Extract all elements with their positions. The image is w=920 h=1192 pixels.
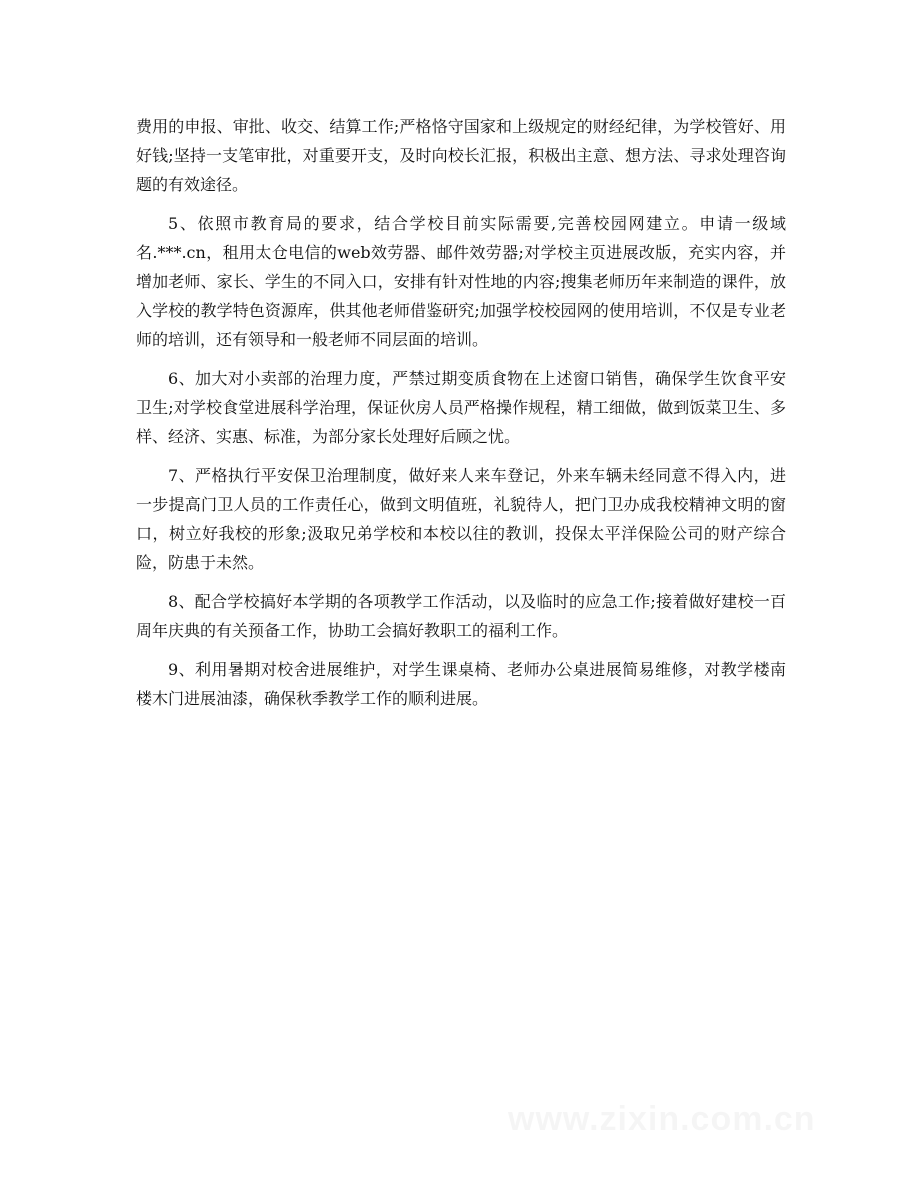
paragraph-item-6: 6、加大对小卖部的治理力度，严禁过期变质食物在上述窗口销售，确保学生饮食平安卫生;对学校食堂进展科学治理，保证伙房人员严格操作规程，精工细做，做到饭菜卫生、多样、经济、实惠、标准，为部分家长处理好后顾之忧。: [136, 369, 786, 446]
watermark: [508, 1100, 816, 1139]
paragraph-item-9: 9、利用暑期对校舍进展维护，对学生课桌椅、老师办公桌进展简易维修，对教学楼南楼木门进展油漆，确保秋季教学工作的顺利进展。: [136, 660, 786, 708]
document-body: [136, 112, 786, 723]
paragraph-item-7: 7、严格执行平安保卫治理制度，做好来人来车登记，外来车辆未经同意不得入内，进一步提高门卫人员的工作责任心，做到文明值班，礼貌待人，把门卫办成我校精神文明的窗口，树立好我校的形象;汲取兄弟学校和本校以往的教训，投保太平洋保险公司的财产综合险，防患于未然。: [136, 466, 786, 572]
paragraph-item-8: 8、配合学校搞好本学期的各项教学工作活动，以及临时的应急工作;接着做好建校一百周年庆典的有关预备工作，协助工会搞好教职工的福利工作。: [136, 592, 786, 640]
paragraph-item-5: 5、依照市教育局的要求，结合学校目前实际需要,完善校园网建立。申请一级域名.***.cn，租用太仓电信的web效劳器、邮件效劳器;对学校主页进展改版，充实内容，并增加老师、家长、学生的不同入口，安排有针对性地的内容;搜集老师历年来制造的课件，放入学校的教学特色资源库，供其他老师借鉴研究;加强学校校园网的使用培训，不仅是专业老师的培训，还有领导和一般老师不同层面的培训。: [136, 214, 786, 349]
paragraph-continuation: 费用的申报、审批、收交、结算工作;严格恪守国家和上级规定的财经纪律，为学校管好、用好钱;坚持一支笔审批，对重要开支，及时向校长汇报，积极出主意、想方法、寻求处理咨询题的有效途径。: [136, 117, 786, 194]
